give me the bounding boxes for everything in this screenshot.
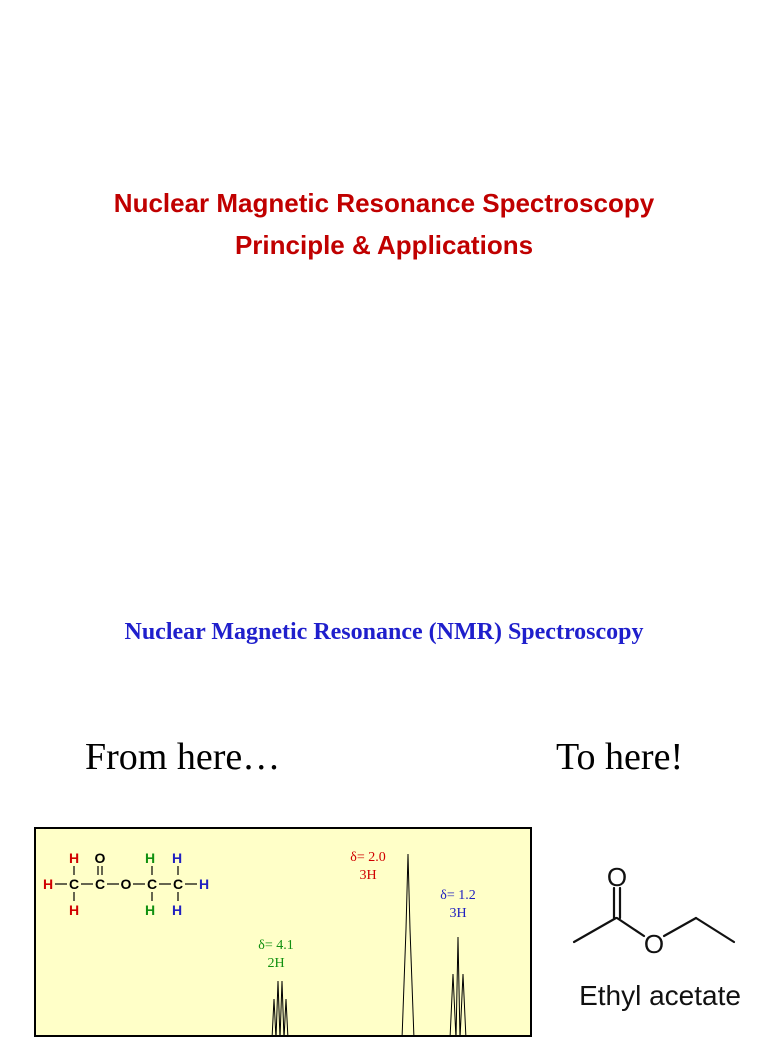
atom-h: H [171,902,183,918]
atom-o: O [94,850,106,866]
triplet-peak [450,937,466,1037]
ester-oxygen-label: O [643,929,665,959]
from-here-caption: From here… [85,736,281,778]
atom-c: C [68,876,80,892]
structural-formula [36,829,532,1037]
peak-integration: 2H [267,956,285,971]
atom-h: H [68,902,80,918]
peak-label-methylene [241,937,311,973]
slide-title-line1: Nuclear Magnetic Resonance Spectroscopy [113,188,655,218]
atom-h: H [144,850,156,866]
atom-c: C [94,876,106,892]
atom-h: H [68,850,80,866]
atom-c: C [172,876,184,892]
singlet-peak [402,854,414,1037]
peak-delta: δ= 2.0 [350,850,386,865]
peak-delta: δ= 1.2 [440,888,476,903]
peak-label-methyl [423,887,493,923]
atom-h: H [144,902,156,918]
nmr-heading: Nuclear Magnetic Resonance (NMR) Spectroscopy [124,619,644,645]
molecule-name: Ethyl acetate [579,980,741,1011]
to-here-caption: To here! [556,736,684,778]
peak-label-acetyl [333,849,403,885]
atom-h: H [198,876,210,892]
atom-h: H [42,876,54,892]
peak-integration: 3H [449,906,467,921]
ethyl-acetate-skeletal-structure [560,856,750,966]
quartet-peak [272,981,288,1037]
atom-h: H [171,850,183,866]
peak-delta: δ= 4.1 [258,938,294,953]
peak-integration: 3H [359,868,377,883]
nmr-spectrum-panel [34,827,532,1037]
slide-title-line2: Principle & Applications [234,230,534,260]
atom-o: O [120,876,132,892]
atom-c: C [146,876,158,892]
carbonyl-oxygen-label: O [606,862,628,892]
